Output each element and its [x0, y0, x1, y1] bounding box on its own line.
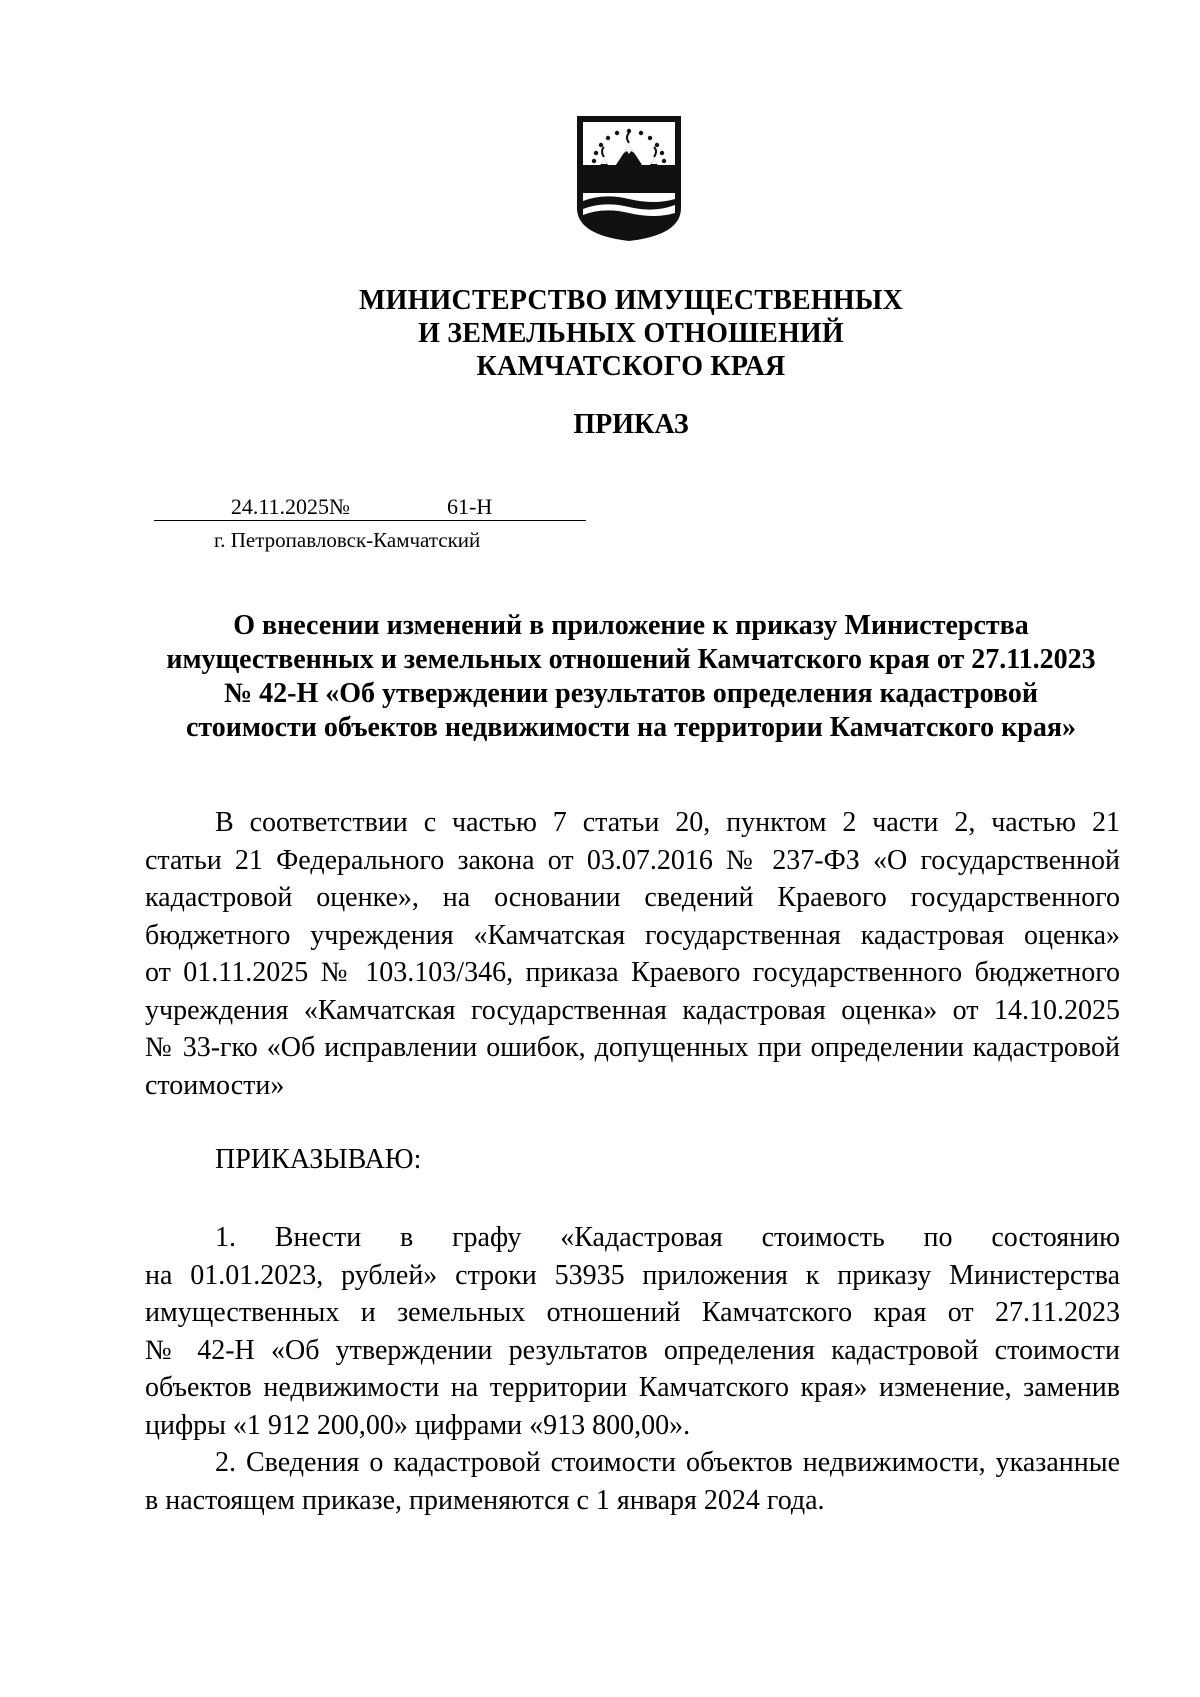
kamchatka-coat-of-arms-emblem	[574, 113, 684, 243]
number-sign: №	[329, 494, 359, 521]
document-date: 24.11.2025	[154, 494, 329, 521]
ministry-name-line: И ЗЕМЕЛЬНЫХ ОТНОШЕНИЙ	[418, 318, 844, 349]
preamble-line: от 01.11.2025 № 103.103/346, приказа Краевого государственного бюджетного	[145, 957, 1120, 988]
document-type-title: ПРИКАЗ	[573, 409, 689, 440]
item-1-line: № 42-Н «Об утверждении результатов определения кадастровой стоимости	[145, 1334, 1120, 1366]
preamble-line: бюджетного учреждения «Камчатская государственная кадастровая оценка»	[145, 919, 1120, 951]
subject-line: стоимости объектов недвижимости на территории Камчатского края»	[185, 712, 1077, 743]
preamble-line: В соответствии с частью 7 статьи 20, пунктом 2 части 2, частью 21	[215, 807, 1120, 838]
item-1-line: на 01.01.2023, рублей» строки 53935 приложения к приказу Министерства	[145, 1259, 1120, 1291]
preamble-paragraph	[145, 804, 1120, 1104]
order-directive: ПРИКАЗЫВАЮ:	[215, 1144, 422, 1175]
subject-line: О внесении изменений в приложение к приказу Министерства	[233, 610, 1029, 641]
document-subject	[140, 609, 1122, 745]
order-items	[145, 1219, 1120, 1519]
item-1-line: объектов недвижимости на территории Камчатского края» изменение, заменив	[145, 1372, 1120, 1403]
ministry-name-line: КАМЧАТСКОГО КРАЯ	[476, 351, 786, 382]
document-number-field	[359, 494, 586, 521]
preamble-line: стоимости»	[145, 1069, 285, 1101]
item-1-line: 1. Внести в графу «Кадастровая стоимость по состоянию	[215, 1222, 1120, 1253]
city-of-issue: г. Петропавловск-Камчатский	[214, 528, 481, 552]
item-2-line: в настоящем приказе, применяются с 1 января 2024 года.	[145, 1484, 825, 1516]
item-1-line: цифры «1 912 200,00» цифрами «913 800,00».	[145, 1409, 691, 1441]
ministry-name-line: МИНИСТЕРСТВО ИМУЩЕСТВЕННЫХ	[358, 285, 904, 316]
preamble-line: учреждения «Камчатская государственная кадастровая оценка» от 14.10.2025	[145, 994, 1120, 1026]
ministry-name	[0, 284, 1200, 383]
document-number: 61-Н	[447, 494, 493, 519]
item-2-line: 2. Сведения о кадастровой стоимости объектов недвижимости, указанные	[215, 1447, 1120, 1478]
subject-line: имущественных и земельных отношений Камчатского края от 27.11.2023	[166, 644, 1096, 675]
item-1-line: имущественных и земельных отношений Камчатского края от 27.11.2023	[145, 1297, 1120, 1328]
subject-line: № 42-Н «Об утверждении результатов определения кадастровой	[223, 678, 1039, 709]
preamble-line: кадастровой оценке», на основании сведений Краевого государственного	[145, 882, 1120, 913]
preamble-line: № 33-гко «Об исправлении ошибок, допущенных при определении кадастровой	[145, 1032, 1120, 1063]
preamble-line: статьи 21 Федерального закона от 03.07.2016 № 237-ФЗ «О государственной	[145, 844, 1120, 876]
